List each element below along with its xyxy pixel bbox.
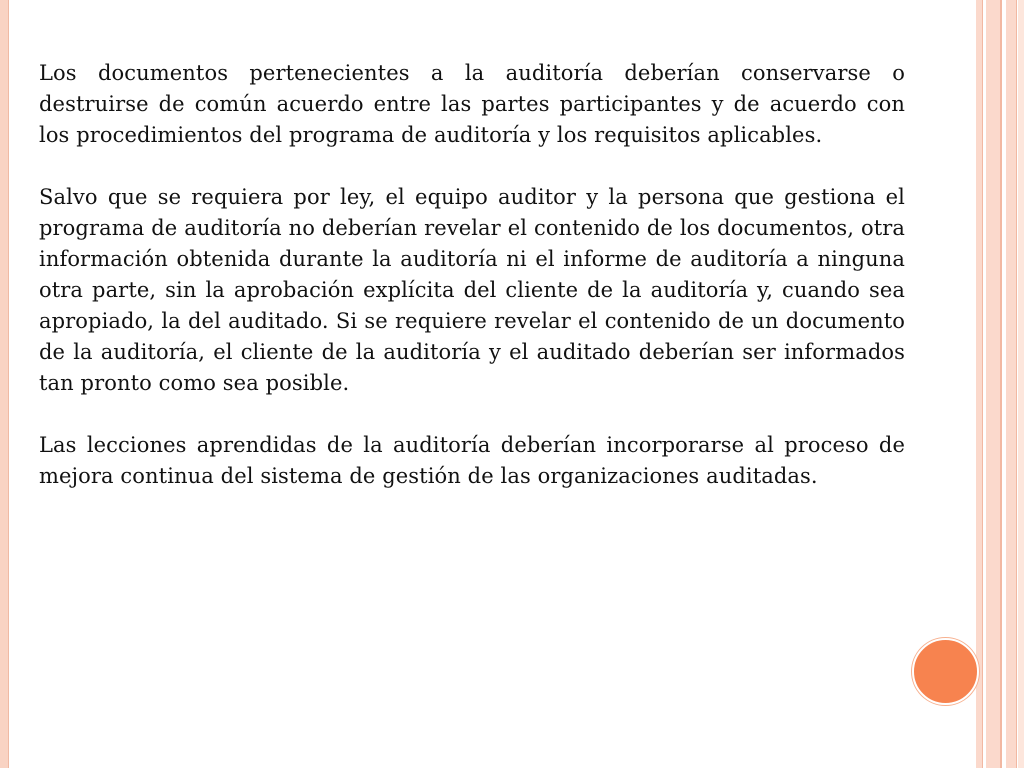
left-border-stripe	[0, 0, 9, 768]
orange-circle-decoration	[912, 638, 979, 705]
paragraph-lessons-learned: Las lecciones aprendidas de la auditoría deberían incorporarse al proceso de mejora continua del sistema de gestión de las organizaciones auditadas.	[39, 433, 905, 488]
slide-body-text	[39, 58, 905, 523]
paragraph-confidentiality: Salvo que se requiera por ley, el equipo auditor y la persona que gestiona el programa de auditoría no deberían revelar el contenido de los documentos, otra información obtenida durante la auditoría ni el informe de auditoría a ninguna otra parte, sin la aprobación explícita del cliente de la auditoría y, cuando sea apropiado, la del auditado. Si se requiere revelar el contenido de un documento de la auditoría, el cliente de la auditoría y el auditado deberían ser informados tan pronto como sea posible.	[39, 185, 905, 395]
decorative-bar	[1000, 0, 1002, 768]
right-decorative-bars	[976, 0, 1024, 768]
decorative-bar	[1018, 0, 1024, 768]
decorative-bar	[1016, 0, 1017, 768]
paragraph-retention: Los documentos pertenecientes a la auditoría deberían conservarse o destruirse de común acuerdo entre las partes participantes y de acuerdo con los procedimientos del programa de auditoría y los requisitos aplicables.	[39, 61, 905, 147]
decorative-bar	[982, 0, 983, 768]
decorative-bar	[986, 0, 1000, 768]
decorative-bar	[1006, 0, 1016, 768]
